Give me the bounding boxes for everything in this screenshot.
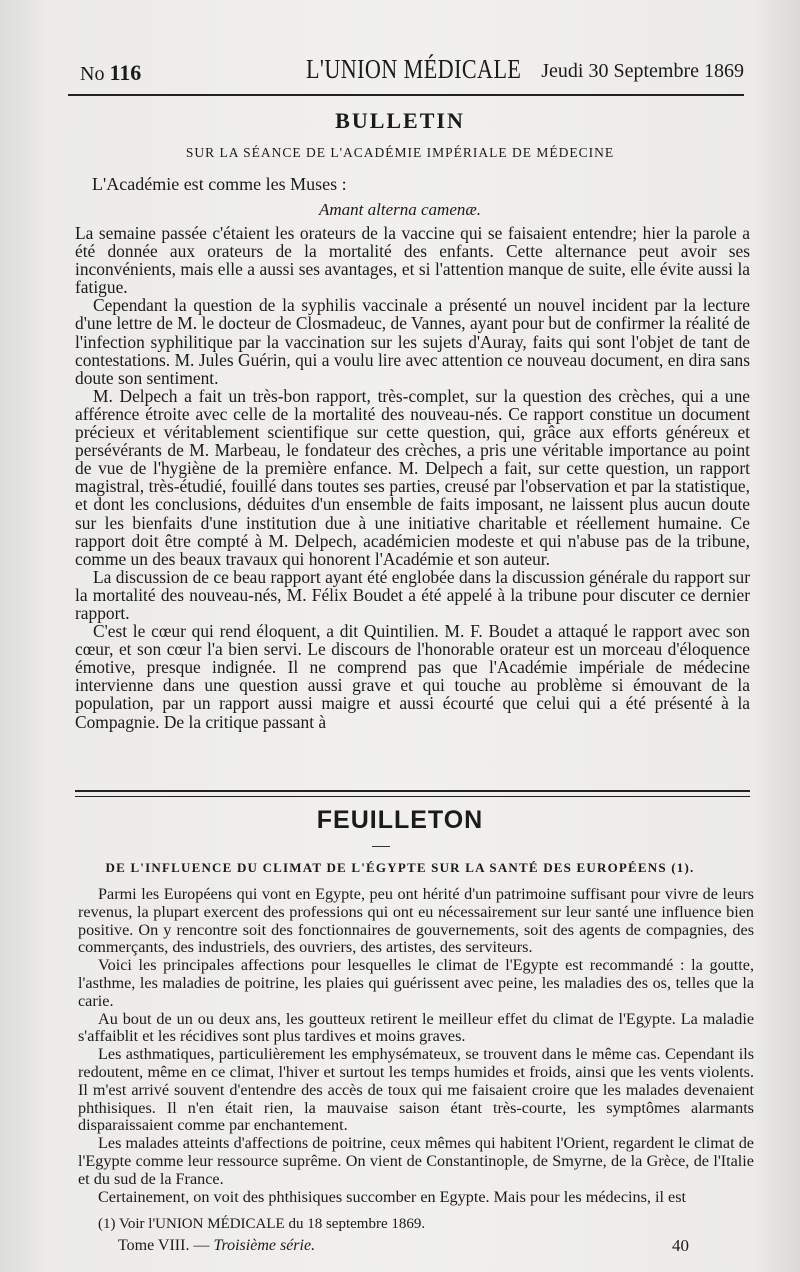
volume-label: Tome VIII. — <box>118 1237 210 1254</box>
bulletin-paragraph-4: La discussion de ce beau rapport ayant été englobée dans la discussion générale du rapport sur la mortalité des nouveau-nés, M. Félix Boudet a été appelé à la tribune pour discuter ce dernier rapport. <box>75 566 750 623</box>
feuilleton-paragraph-4: Les asthmatiques, particulièrement les emphysémateux, se trouvent dans le même cas. Cependant ils redoutent, même en ce climat, l'hiver et surtout les temps humides et froids, ainsi que les vents violents. Il m'est arrivé souvent d'entendre des accès de toux qui me faisaient croire que les malades devenaient phthisiques. Il n'en était rien, la mauvaise saison étant très-courte, les symptômes alarmants disparaissaient comme par enchantement. <box>78 1045 754 1135</box>
journal-title: L'UNION MÉDICALE <box>306 54 522 84</box>
feuilleton-title: FEUILLETON <box>316 806 484 834</box>
footnote: (1) Voir l'UNION MÉDICALE du 18 septembre 1869. <box>98 1216 426 1232</box>
feuilleton-paragraph-5: Les malades atteints d'affections de poitrine, ceux mêmes qui habitent l'Orient, regardent le climat de l'Egypte comme leur ressource suprême. On vient de Constantinople, de Smyrne, de la Grèce, de l'Italie et du sud de la France. <box>78 1134 754 1188</box>
feuilleton-body <box>78 886 754 1206</box>
bulletin-body <box>75 224 750 731</box>
issue-number <box>80 60 141 86</box>
bulletin-motto: Amant alterna camenæ. <box>319 200 481 219</box>
page-number: 40 <box>672 1236 689 1255</box>
issue-number-value: 116 <box>109 60 142 85</box>
feuilleton-heading: DE L'INFLUENCE DU CLIMAT DE L'ÉGYPTE SUR LA SANTÉ DES EUROPÉENS (1). <box>105 860 695 875</box>
issue-date: Jeudi 30 Septembre 1869 <box>541 60 744 82</box>
feuilleton-paragraph-1: Parmi les Européens qui vont en Egypte, peu ont hérité d'un patrimoine suffisant pour vivre de leurs revenus, la plupart exercent des professions qui ont eu nécessairement sur leur santé une influence bien positive. On y rencontre soit des fonctionnaires de gouvernements, soit des agents de compagnies, des commerçants, des industriels, des ouvriers, des artistes, des serviteurs. <box>78 885 754 957</box>
feuilleton-paragraph-2: Voici les principales affections pour lesquelles le climat de l'Egypte est recommandé : la goutte, l'asthme, les maladies de poitrine, les plaies qui guérissent avec peine, les maladies des os, telles que la carie. <box>78 956 754 1010</box>
bulletin-paragraph-3: M. Delpech a fait un très-bon rapport, très-complet, sur la question des crèches, qui a une afférence étroite avec celle de la mortalité des nouveau-nés. Ce rapport constitue un document précieux et véritablement scientifique sur cette question, qui, grâce aux efforts généreux et persévérants de M. Marbeau, le fondateur des crèches, a pris une véritable importance au point de vue de l'hygiène de la première enfance. M. Delpech a fait, sur cette question, un rapport magistral, très-étudié, fouillé dans toutes ses parties, creusé par l'observation et par la statistique, et dont les conclusions, déduites d'un ensemble de faits imposant, ne laissent plus aucun doute sur les bienfaits d'une institution due à une initiative charitable et réellement humaine. Ce rapport doit être compté à M. Delpech, académicien modeste et qui n'abuse pas de la tribune, comme un des beaux travaux qui honorent l'Académie et son auteur. <box>75 385 750 569</box>
page-footer <box>118 1237 315 1255</box>
feuilleton-rule <box>372 846 390 847</box>
bulletin-opening: L'Académie est comme les Muses : <box>92 174 347 194</box>
header-rule <box>68 94 744 96</box>
feuilleton-paragraph-6: Certainement, on voit des phthisiques succomber en Egypte. Mais pour les médecins, il est <box>98 1187 687 1206</box>
section-divider <box>75 790 750 797</box>
page-header <box>80 52 744 88</box>
feuilleton-paragraph-3: Au bout de un ou deux ans, les goutteux retirent le meilleur effet du climat de l'Egypte. La maladie s'affaiblit et les récidives sont plus tardives et moins graves. <box>78 1009 754 1046</box>
series-label: Troisième série. <box>213 1237 316 1254</box>
bulletin-subtitle: SUR LA SÉANCE DE L'ACADÉMIE IMPÉRIALE DE MÉDECINE <box>185 145 615 160</box>
issue-prefix: No <box>80 63 105 85</box>
bulletin-paragraph-2: Cependant la question de la syphilis vaccinale a présenté un nouvel incident par la lecture d'une lettre de M. le docteur de Closmadeuc, de Vannes, ayant pour but de confirmer la réalité de l'infection syphilitique par la vaccination sur les sujets d'Auray, faits qui sont l'objet de tant de contestations. M. Jules Guérin, qui a voulu lire avec attention ce nouveau document, en dira sans doute son sentiment. <box>75 295 750 388</box>
bulletin-paragraph-1: La semaine passée c'étaient les orateurs de la vaccine qui se faisaient entendre; hier la parole a été donnée aux orateurs de la mortalité des enfants. Cette alternance peut avoir ses inconvénients, mais elle a aussi ses avantages, et si l'attention manque de suite, elle évite aussi la fatigue. <box>75 223 750 298</box>
bulletin-title: BULLETIN <box>335 108 465 133</box>
bulletin-paragraph-5: C'est le cœur qui rend éloquent, a dit Quintilien. M. F. Boudet a attaqué le rapport avec son cœur, et son cœur l'a bien servi. Le discours de l'honorable orateur est un morceau d'éloquence émotive, presque indignée. Il ne comprend pas que l'Académie impériale de médecine intervienne dans une question aussi grave et qui touche au problème si émouvant de la population, par un rapport aussi maigre et aussi écourté que celui qui a été présenté à la Compagnie. De la critique passant à <box>75 621 750 732</box>
